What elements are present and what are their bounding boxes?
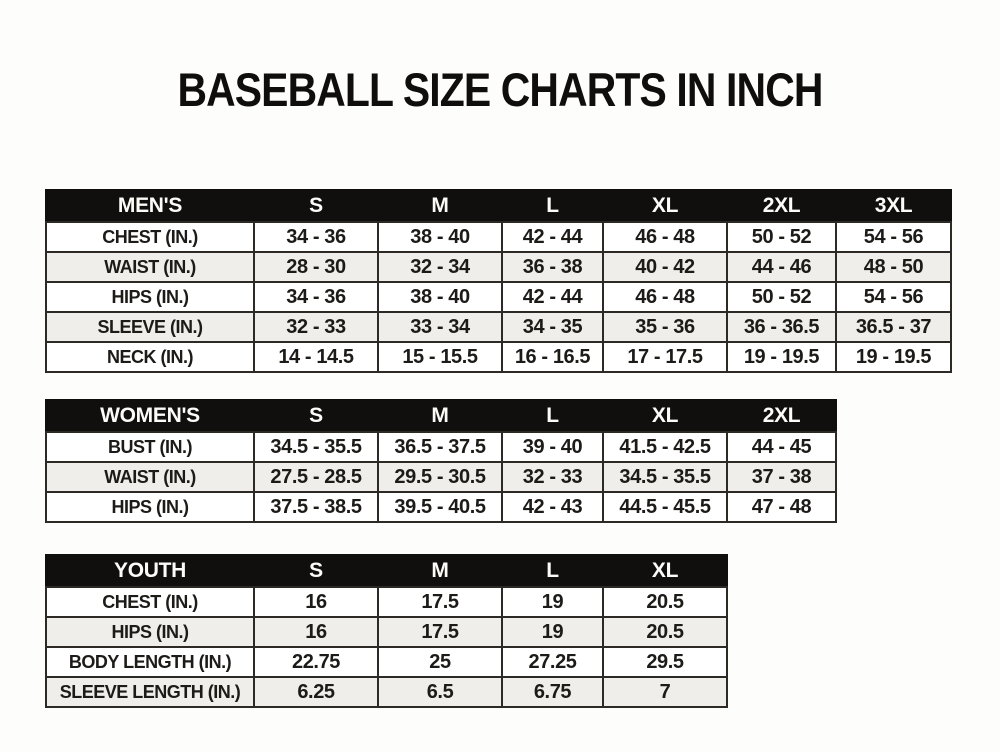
size-value-cell: 16	[254, 587, 378, 617]
size-value-cell: 42 - 44	[502, 222, 603, 252]
size-value-cell: 40 - 42	[603, 252, 727, 282]
size-value-cell: 34.5 - 35.5	[603, 462, 727, 492]
table-row	[46, 647, 727, 677]
table-row	[46, 677, 727, 707]
size-value-cell: 19 - 19.5	[836, 342, 951, 372]
size-value-cell: 28 - 30	[254, 252, 378, 282]
size-column-header: XL	[603, 555, 727, 587]
womens-header-row	[46, 400, 836, 432]
size-value-cell: 46 - 48	[603, 282, 727, 312]
size-column-header: 3XL	[836, 190, 951, 222]
size-column-header: S	[254, 190, 378, 222]
measurement-label: HIPS (IN.)	[46, 617, 254, 647]
size-column-header: M	[378, 555, 502, 587]
measurement-label: WAIST (IN.)	[46, 462, 254, 492]
size-value-cell: 54 - 56	[836, 282, 951, 312]
size-value-cell: 16	[254, 617, 378, 647]
size-column-header: L	[502, 400, 603, 432]
youth-group-label: YOUTH	[46, 555, 254, 587]
size-value-cell: 38 - 40	[378, 282, 502, 312]
mens-header-row	[46, 190, 951, 222]
size-value-cell: 48 - 50	[836, 252, 951, 282]
size-column-header: XL	[603, 400, 727, 432]
size-value-cell: 42 - 43	[502, 492, 603, 522]
size-value-cell: 36.5 - 37	[836, 312, 951, 342]
size-value-cell: 20.5	[603, 617, 727, 647]
measurement-label: CHEST (IN.)	[46, 222, 254, 252]
size-value-cell: 42 - 44	[502, 282, 603, 312]
size-value-cell: 32 - 33	[502, 462, 603, 492]
size-value-cell: 27.5 - 28.5	[254, 462, 378, 492]
size-value-cell: 44 - 46	[727, 252, 836, 282]
size-column-header: L	[502, 190, 603, 222]
size-column-header: 2XL	[727, 400, 836, 432]
youth-header-row	[46, 555, 727, 587]
size-value-cell: 36.5 - 37.5	[378, 432, 502, 462]
page-title: BASEBALL SIZE CHARTS IN INCH	[177, 63, 823, 116]
size-value-cell: 46 - 48	[603, 222, 727, 252]
size-value-cell: 19 - 19.5	[727, 342, 836, 372]
size-value-cell: 32 - 34	[378, 252, 502, 282]
size-value-cell: 6.25	[254, 677, 378, 707]
measurement-label: WAIST (IN.)	[46, 252, 254, 282]
table-row	[46, 432, 836, 462]
measurement-label: NECK (IN.)	[46, 342, 254, 372]
size-column-header: S	[254, 555, 378, 587]
size-column-header: XL	[603, 190, 727, 222]
size-column-header: M	[378, 190, 502, 222]
size-value-cell: 50 - 52	[727, 282, 836, 312]
table-row	[46, 462, 836, 492]
measurement-label: SLEEVE (IN.)	[46, 312, 254, 342]
size-value-cell: 36 - 38	[502, 252, 603, 282]
size-value-cell: 20.5	[603, 587, 727, 617]
size-value-cell: 44 - 45	[727, 432, 836, 462]
table-row	[46, 282, 951, 312]
size-value-cell: 17 - 17.5	[603, 342, 727, 372]
size-value-cell: 19	[502, 587, 603, 617]
size-column-header: L	[502, 555, 603, 587]
size-value-cell: 25	[378, 647, 502, 677]
mens-size-table	[45, 189, 952, 373]
table-row	[46, 492, 836, 522]
table-row	[46, 587, 727, 617]
size-value-cell: 39.5 - 40.5	[378, 492, 502, 522]
size-value-cell: 17.5	[378, 617, 502, 647]
table-row	[46, 312, 951, 342]
table-row	[46, 342, 951, 372]
womens-size-table	[45, 399, 837, 523]
size-value-cell: 35 - 36	[603, 312, 727, 342]
measurement-label: BODY LENGTH (IN.)	[46, 647, 254, 677]
size-value-cell: 32 - 33	[254, 312, 378, 342]
size-value-cell: 6.5	[378, 677, 502, 707]
size-value-cell: 37 - 38	[727, 462, 836, 492]
size-value-cell: 37.5 - 38.5	[254, 492, 378, 522]
size-value-cell: 34 - 36	[254, 282, 378, 312]
measurement-label: HIPS (IN.)	[46, 492, 254, 522]
size-value-cell: 34.5 - 35.5	[254, 432, 378, 462]
size-value-cell: 22.75	[254, 647, 378, 677]
youth-size-table	[45, 554, 728, 708]
size-value-cell: 29.5	[603, 647, 727, 677]
womens-group-label: WOMEN'S	[46, 400, 254, 432]
size-value-cell: 34 - 35	[502, 312, 603, 342]
size-value-cell: 41.5 - 42.5	[603, 432, 727, 462]
size-value-cell: 7	[603, 677, 727, 707]
size-value-cell: 34 - 36	[254, 222, 378, 252]
size-value-cell: 33 - 34	[378, 312, 502, 342]
measurement-label: SLEEVE LENGTH (IN.)	[46, 677, 254, 707]
size-column-header: 2XL	[727, 190, 836, 222]
size-value-cell: 14 - 14.5	[254, 342, 378, 372]
size-value-cell: 39 - 40	[502, 432, 603, 462]
size-value-cell: 17.5	[378, 587, 502, 617]
size-column-header: M	[378, 400, 502, 432]
size-value-cell: 27.25	[502, 647, 603, 677]
table-row	[46, 252, 951, 282]
size-value-cell: 50 - 52	[727, 222, 836, 252]
size-value-cell: 38 - 40	[378, 222, 502, 252]
size-column-header: S	[254, 400, 378, 432]
size-value-cell: 44.5 - 45.5	[603, 492, 727, 522]
size-value-cell: 19	[502, 617, 603, 647]
table-row	[46, 222, 951, 252]
size-value-cell: 47 - 48	[727, 492, 836, 522]
measurement-label: CHEST (IN.)	[46, 587, 254, 617]
measurement-label: HIPS (IN.)	[46, 282, 254, 312]
size-value-cell: 29.5 - 30.5	[378, 462, 502, 492]
size-value-cell: 54 - 56	[836, 222, 951, 252]
size-value-cell: 36 - 36.5	[727, 312, 836, 342]
measurement-label: BUST (IN.)	[46, 432, 254, 462]
table-row	[46, 617, 727, 647]
size-value-cell: 15 - 15.5	[378, 342, 502, 372]
mens-group-label: MEN'S	[46, 190, 254, 222]
size-value-cell: 6.75	[502, 677, 603, 707]
size-value-cell: 16 - 16.5	[502, 342, 603, 372]
